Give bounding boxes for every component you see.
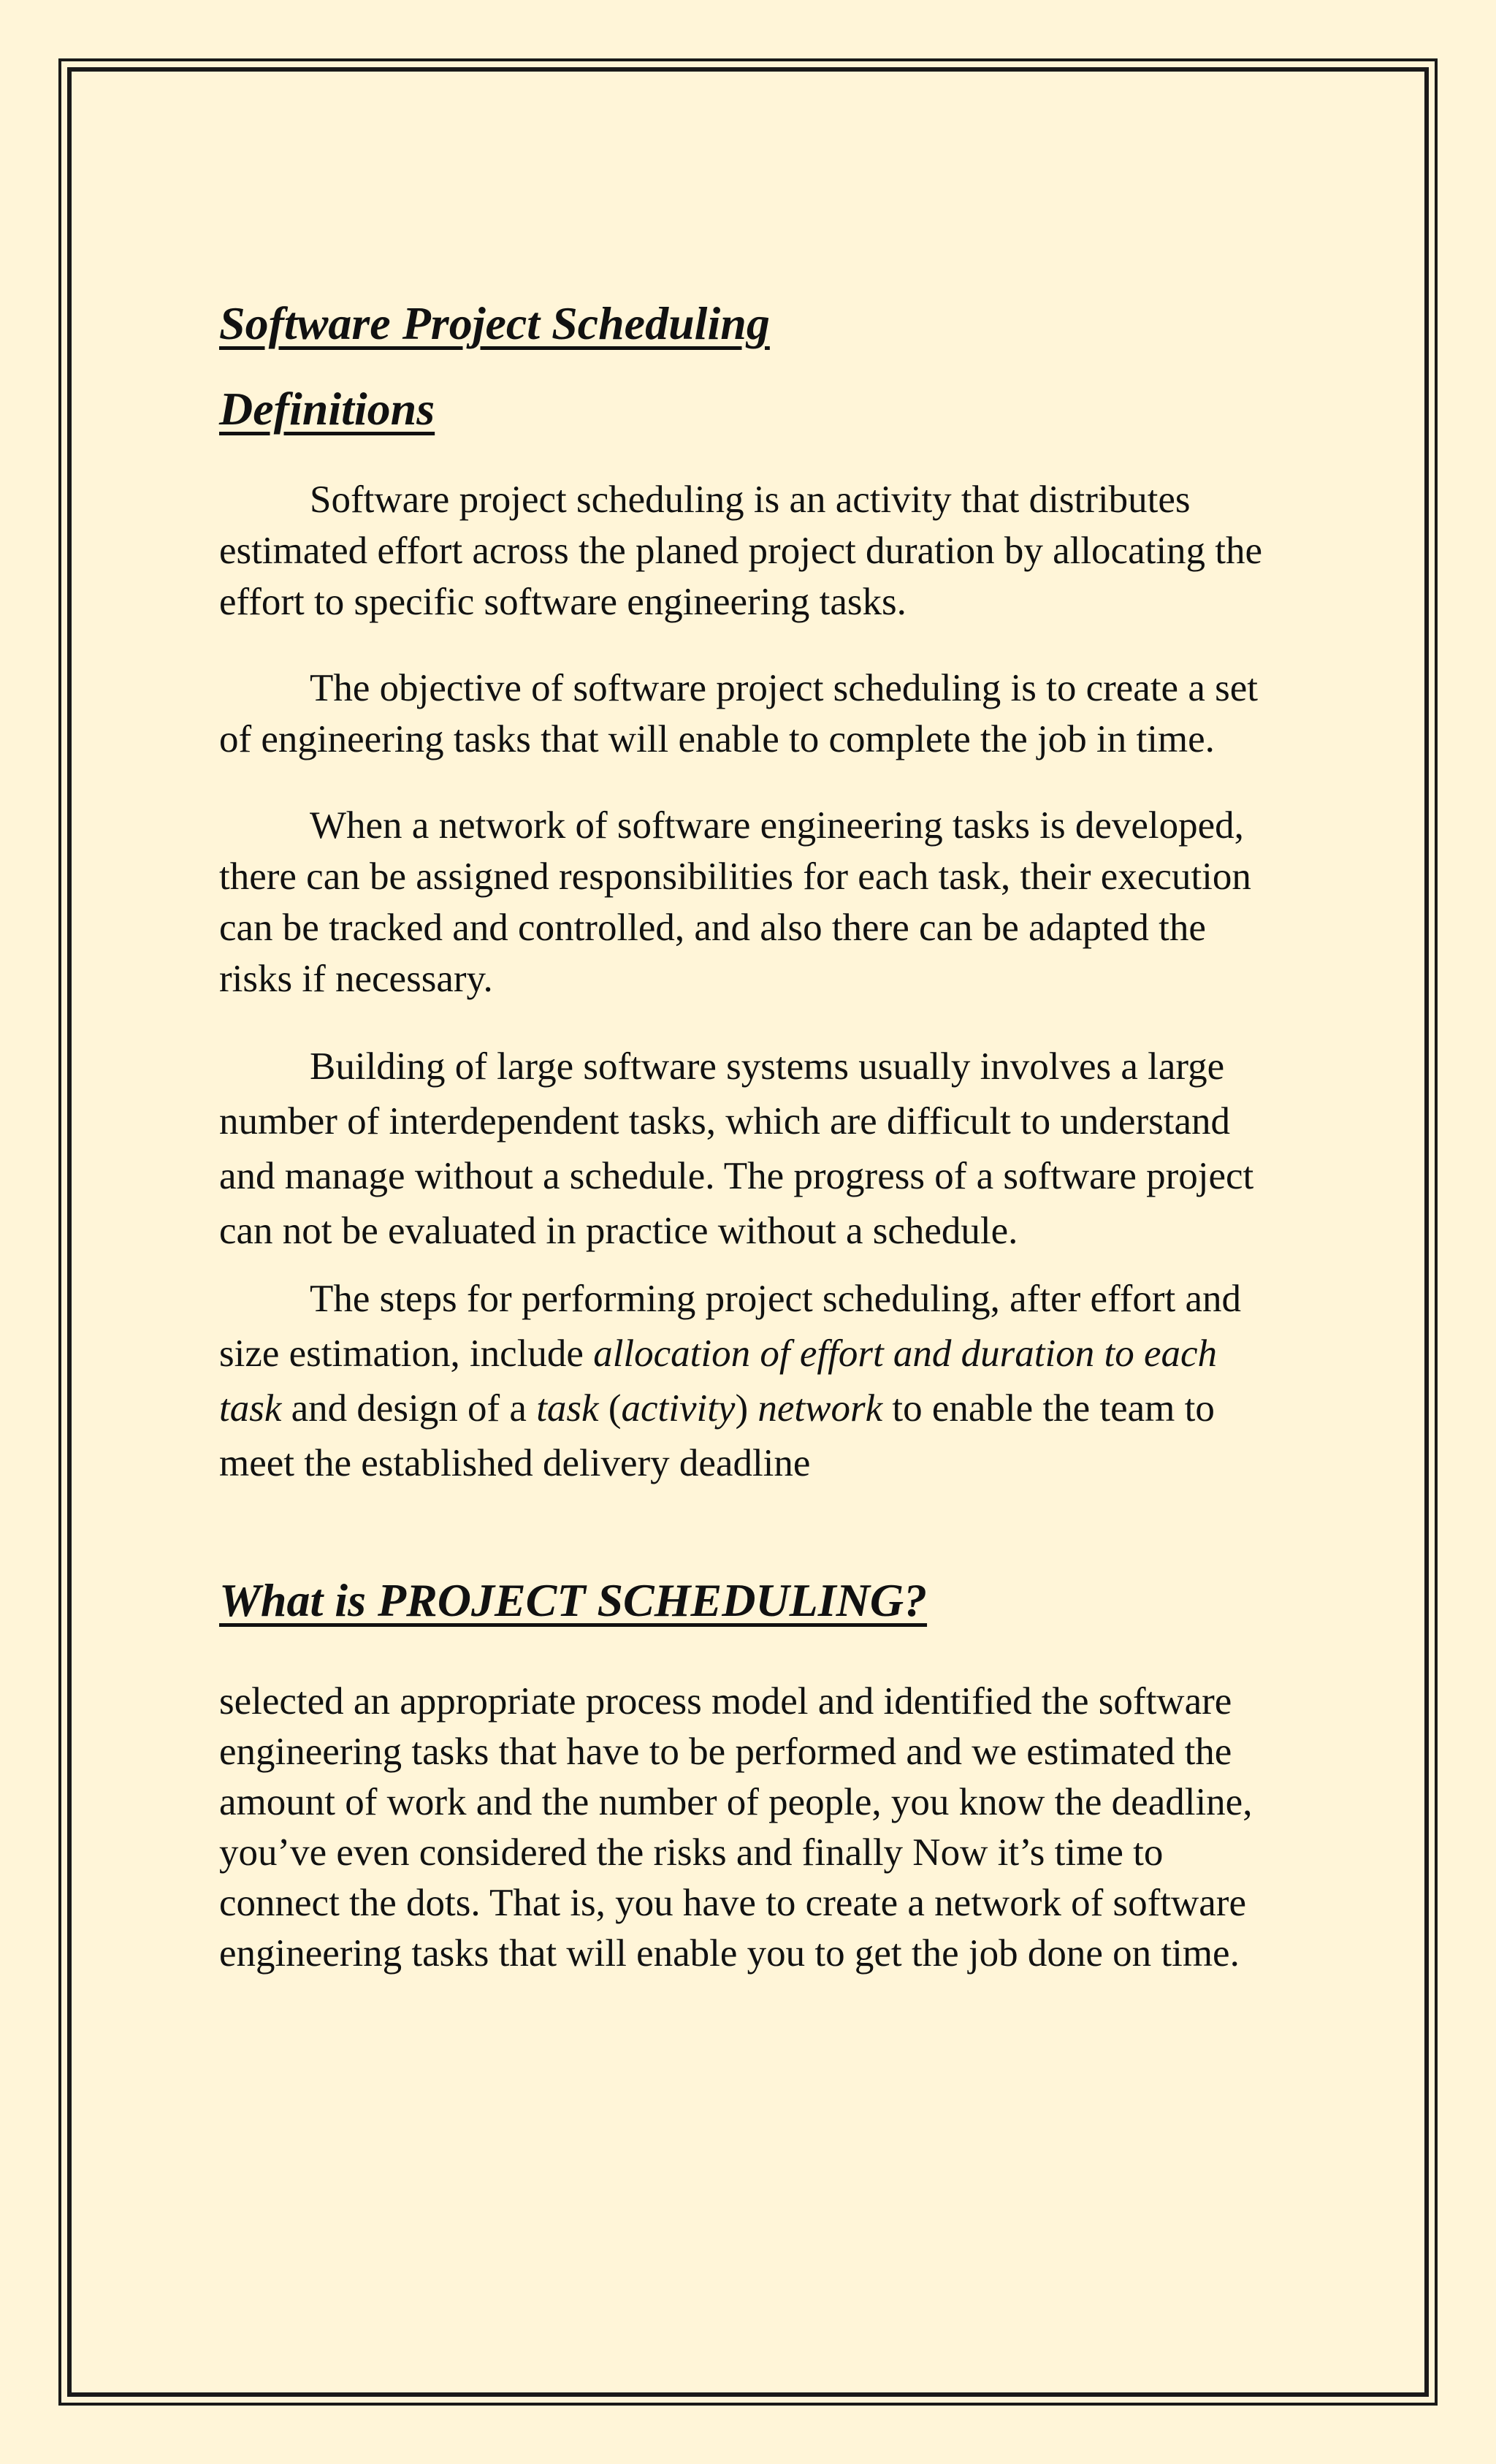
- steps-text-3: (: [598, 1387, 622, 1430]
- steps-emphasis-task: task: [536, 1387, 599, 1430]
- steps-emphasis-allocation: allocation of effort and duration to each task: [219, 1332, 1218, 1430]
- steps-emphasis-activity: activity: [621, 1387, 736, 1430]
- document-body: [219, 296, 1286, 1979]
- paragraph-network: When a network of software engineering tasks is developed, there can be assigned responsibilities for each task, their execution can be tracked and controlled, and also there can be adapted the risks if necessary.: [219, 804, 1251, 1000]
- steps-text-4: ): [735, 1387, 758, 1430]
- paragraph-large-systems: Building of large software systems usually involves a large number of interdependent tasks, which are difficult to understand and manage without a schedule. The progress of a software project can not be evaluated in practice without a schedule.: [219, 1045, 1254, 1252]
- steps-text-2: and design of a: [281, 1387, 537, 1430]
- paragraph-definition: Software project scheduling is an activity that distributes estimated effort across the planed project duration by allocating the effort to specific software engineering tasks.: [219, 478, 1263, 623]
- document-title: Software Project Scheduling: [219, 297, 770, 349]
- steps-text-5: to enable the team to meet the established delivery deadline: [219, 1387, 1215, 1484]
- paragraph-objective-line2: of engineering tasks that will enable to complete the job in time.: [219, 717, 1215, 760]
- paragraph-objective-line1: The objective of software project scheduling is to create a set: [310, 666, 1258, 709]
- paragraph-objective: [219, 663, 1286, 765]
- section-heading-project-scheduling: What is PROJECT SCHEDULING?: [219, 1574, 928, 1626]
- steps-emphasis-network: network: [757, 1387, 883, 1430]
- paragraph-project-scheduling: selected an appropriate process model and identified the software engineering tasks that have to be performed and we estimated the amount of work and the number of people, you know the deadline, you’ve even considered the risks and finally Now it’s time to connect the dots. That is, you have to create a network of software engineering tasks that will enable you to get the job done on time.: [219, 1680, 1253, 1975]
- steps-text-1: The steps for performing project scheduling, after effort and size estimation, include: [219, 1277, 1241, 1375]
- paragraph-steps: [219, 1272, 1286, 1491]
- definitions-heading: Definitions: [219, 382, 435, 435]
